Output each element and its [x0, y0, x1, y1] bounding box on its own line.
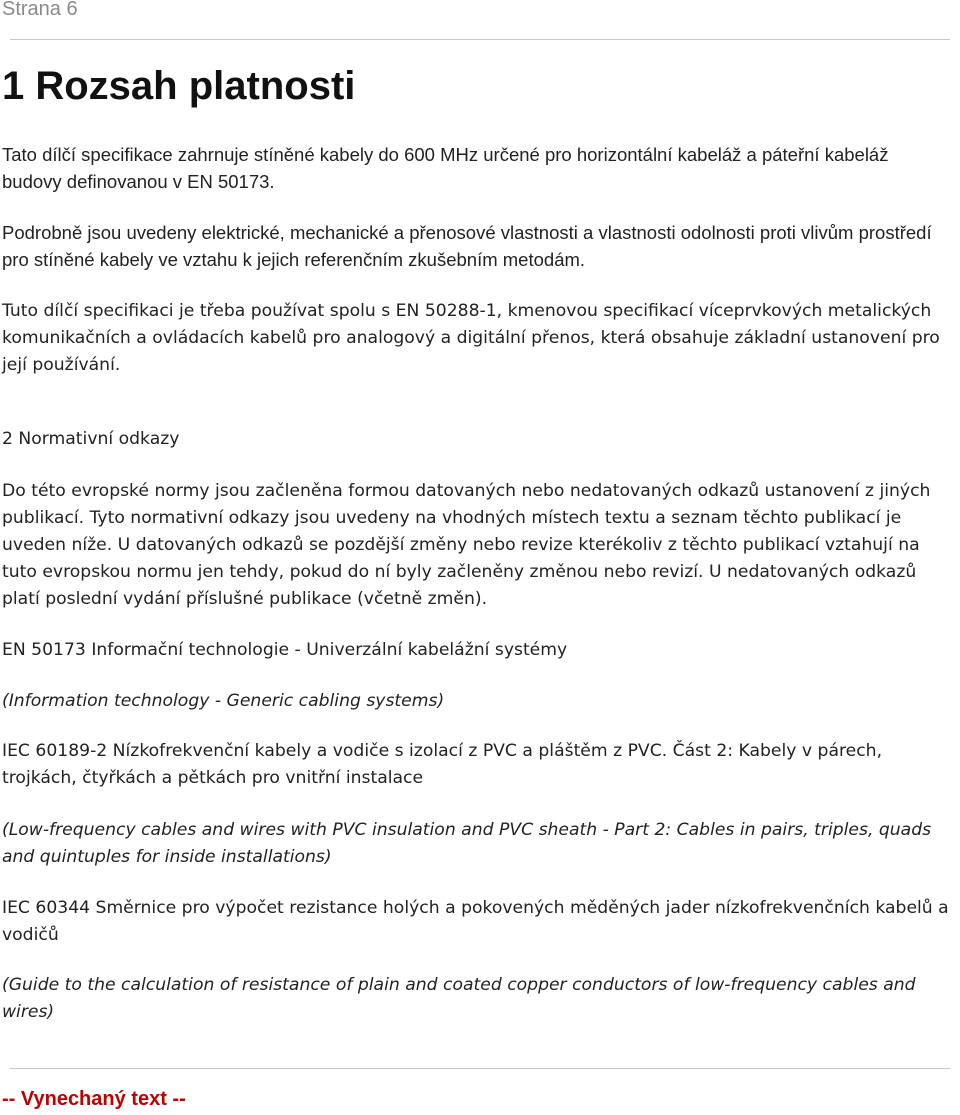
- section-heading: 1 Rozsah platnosti: [2, 64, 356, 108]
- top-divider: [10, 39, 950, 40]
- reference-iec60344-cz: IEC 60344 Směrnice pro výpočet rezistance holých a pokovených měděných jader nízkofrekvenčních kabelů a vodičů: [2, 898, 949, 945]
- reference-en50173-cz: EN 50173 Informační technologie - Univerzální kabelážní systémy: [2, 640, 568, 660]
- reference-iec60344-en: (Guide to the calculation of resistance of plain and coated copper conductors of low-frequency cables and wires): [2, 975, 916, 1022]
- normative-references-intro: Do této evropské normy jsou začleněna formou datovaných nebo nedatovaných odkazů ustanovení z jiných publikací. Tyto normativní odkazy jsou uvedeny na vhodných místech textu a seznam těchto publikací je uveden níže. U datovaných odkazů se pozdější změny nebo revize kterékoliv z těchto publikací vztahují na tuto evropskou normu jen tehdy, pokud do ní byly začleněny změnou nebo revizí. U nedatovaných odkazů platí poslední vydání příslušné publikace (včetně změn).: [2, 481, 931, 609]
- scope-paragraph-3: Tuto dílčí specifikaci je třeba používat spolu s EN 50288-1, kmenovou specifikací víceprvkových metalických komunikačních a ovládacích kabelů pro analogový a digitální přenos, která obsahuje základní ustanovení pro její používání.: [2, 301, 940, 375]
- omitted-text-notice: -- Vynechaný text --: [2, 1088, 186, 1110]
- reference-en50173-en: (Information technology - Generic cabling systems): [2, 691, 445, 711]
- scope-paragraph-2: Podrobně jsou uvedeny elektrické, mechanické a přenosové vlastnosti a vlastnosti odolnosti proti vlivům prostředí pro stíněné kabely ve vztahu k jejich referenčním zkušebním metodám.: [2, 222, 932, 270]
- page-number-label: Strana 6: [2, 0, 78, 20]
- bottom-divider: [10, 1068, 950, 1069]
- normative-references-title: 2 Normativní odkazy: [2, 429, 180, 449]
- scope-paragraph-1: Tato dílčí specifikace zahrnuje stíněné kabely do 600 MHz určené pro horizontální kabeláž a páteřní kabeláž budovy definovanou v EN 50173.: [2, 144, 889, 192]
- reference-iec60189-cz: IEC 60189-2 Nízkofrekvenční kabely a vodiče s izolací z PVC a pláštěm z PVC. Část 2: Kabely v párech, trojkách, čtyřkách a pětkách pro vnitřní instalace: [2, 741, 883, 788]
- reference-iec60189-en: (Low-frequency cables and wires with PVC insulation and PVC sheath - Part 2: Cables in pairs, triples, quads and quintuples for inside installations): [2, 820, 932, 867]
